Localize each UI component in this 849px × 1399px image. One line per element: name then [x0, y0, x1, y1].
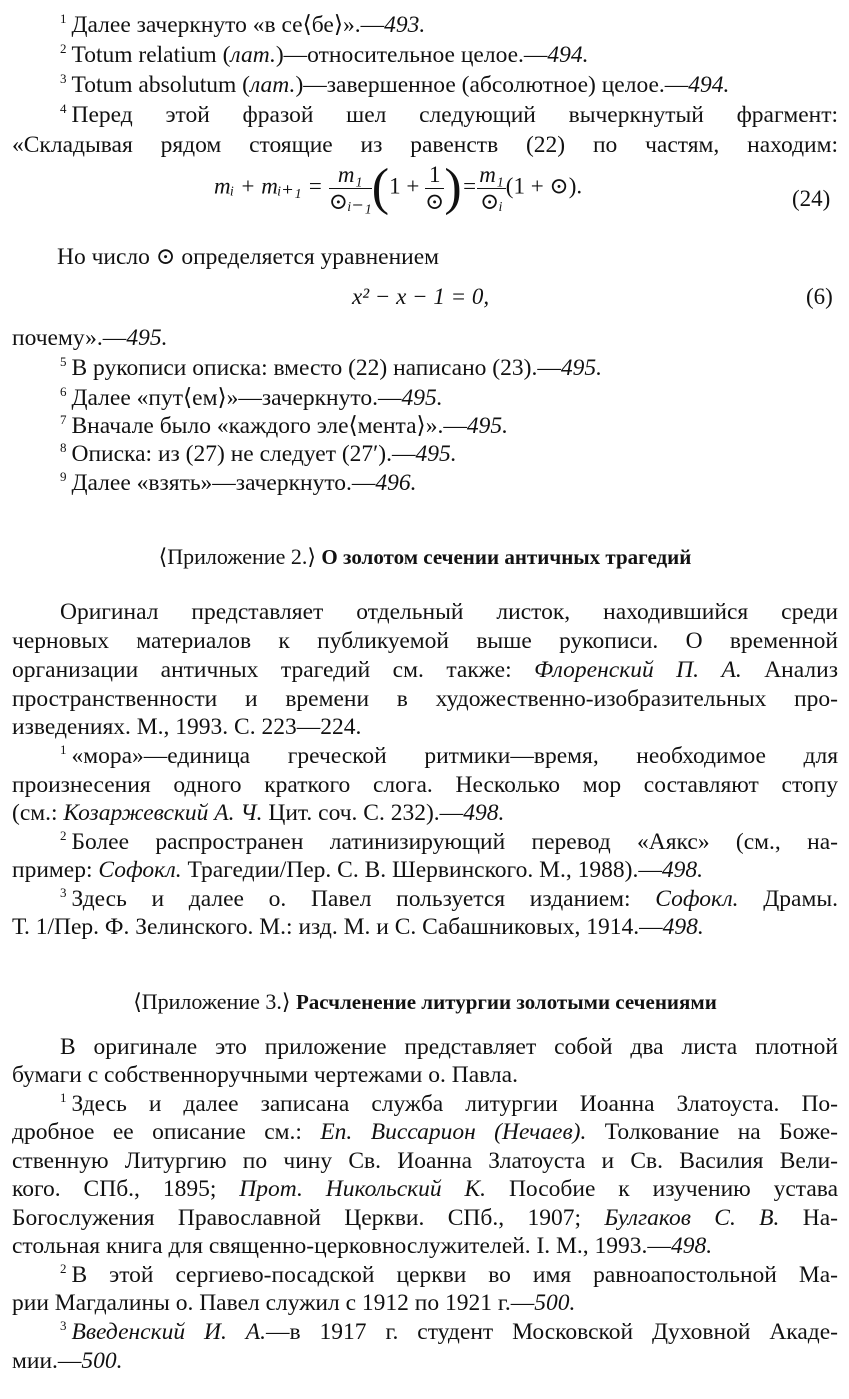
fraction-1-over-theta: $\frac{1}{⊙}$ — [425, 161, 445, 214]
section-3-intro-line-2: бумаги с собственноручными чертежами о. Павла. — [12, 1062, 518, 1088]
note-2: $^2$ Totum relatium (лат.)—относительное целое.—494. — [60, 41, 589, 68]
section-2-heading: ⟨Приложение 2.⟩ О золотом сечении античных трагедий — [158, 544, 692, 569]
section-2-note-3-line-2: Т. 1/Пер. Ф. Зелинского. М.: изд. М. и С. Сабашниковых, 1914.—498. — [12, 914, 704, 940]
note-4-line-1: $^4$ Перед этой фразой шел следующий вычеркнутый фрагмент: — [60, 101, 838, 128]
section-2-note-3-line-1: $^3$ Здесь и далее о. Павел пользуется изданием: Софокл. Драмы. — [60, 885, 838, 912]
pochemu-line: почему».—495. — [12, 325, 168, 351]
section-3-note-3-line-1: $^3$ Введенский И. А.—в 1917 г. студент Московской Духовной Акаде- — [60, 1318, 838, 1345]
but-line: Но число ⊙ определяется уравнением — [57, 244, 440, 270]
section-3-note-1-line-2: дробное ее описание см.: Еп. Виссарион (Нечаев). Толкование на Боже- — [12, 1119, 838, 1145]
formula-24: mᵢ + mᵢ₊₁ = $\frac{\text{m₁}}{\text{⊙ᵢ₋₁}}$ (1 + $\frac{1}{⊙}$ )= $\frac{\text{m₁}}{\text{⊙ᵢ}}$ (1 + ⊙). — [214, 159, 583, 216]
section-3-note-1-line-5: Богослужения Православной Церкви. СПб., 1907; Булгаков С. В. На- — [12, 1205, 838, 1231]
note-6: $^6$ Далее «пут⟨ем⟩»—зачеркнуто.—495. — [60, 384, 443, 411]
equation-label-6: (6) — [806, 284, 833, 309]
section-2-note-1-line-1: $^1$ «мора»—единица греческой ритмики—время, необходимое для — [60, 742, 838, 769]
fraction-m1-over-theta: $\frac{\text{m₁}}{\text{⊙ᵢ₋₁}}$ — [328, 161, 372, 214]
section-2-intro-line-4: пространственности и времени в художественно-изобразительных про- — [12, 686, 838, 712]
section-2-intro-line-1: Оригинал представляет отдельный листок, находившийся среди — [60, 599, 838, 625]
section-2-note-1-line-2: произнесения одного краткого слога. Несколько мор составляют стопу — [12, 772, 838, 798]
section-3-note-1-line-3: ственную Литургию по чину Св. Иоанна Златоуста и Св. Василия Вели- — [12, 1148, 838, 1174]
section-2-note-2-line-1: $^2$ Более распространен латинизирующий перевод «Аякс» (см., на- — [60, 828, 838, 855]
section-2-note-2-line-2: пример: Софокл. Трагедии/Пер. С. В. Шервинского. М., 1988).—498. — [12, 857, 703, 883]
section-3-note-1-line-4: кого. СПб., 1895; Прот. Никольский К. Пособие к изучению устава — [12, 1176, 838, 1202]
note-8: $^8$ Описка: из (27) не следует (27′).—495. — [60, 440, 457, 467]
note-1: $^1$ Далее зачеркнуто «в се⟨бе⟩».—493. — [60, 11, 426, 38]
section-3-note-1-line-6: стольная книга для священно-церковнослужителей. I. М., 1993.—498. — [12, 1233, 713, 1259]
section-2-note-1-line-3: (см.: Козаржевский А. Ч. Цит. соч. С. 232).—498. — [12, 800, 505, 826]
left-paren: ( — [371, 159, 390, 216]
formula-6: x² − x − 1 = 0, — [352, 284, 490, 309]
note-5: $^5$ В рукописи описка: вместо (22) написано (23).—495. — [60, 354, 602, 381]
fraction-m1-over-theta-i: $\frac{\text{m₁}}{\text{⊙ᵢ}}$ — [479, 161, 504, 214]
section-3-note-1-line-1: $^1$ Здесь и далее записана служба литургии Иоанна Златоуста. По- — [60, 1090, 838, 1117]
right-paren: ) — [444, 159, 462, 216]
section-2-intro-line-3: организации античных трагедий см. также: Флоренский П. А. Анализ — [12, 657, 838, 683]
section-2-intro-line-2: черновых материалов к публикуемой выше рукописи. О временной — [12, 628, 838, 654]
note-7: $^7$ Вначале было «каждого эле⟨мента⟩».—495. — [60, 412, 508, 439]
section-3-note-2-line-2: рии Магдалины о. Павел служил с 1912 по 1921 г.—500. — [12, 1290, 576, 1316]
section-3-note-3-line-2: мии.—500. — [12, 1348, 123, 1374]
note-3: $^3$ Totum absolutum (лат.)—завершенное (абсолютное) целое.—494. — [60, 71, 730, 98]
section-3-intro-line-1: В оригинале это приложение представляет собой два листа плотной — [60, 1034, 838, 1060]
section-3-heading: ⟨Приложение 3.⟩ Расчленение литургии золотыми сечениями — [133, 989, 717, 1014]
note-4-line-2: «Складывая рядом стоящие из равенств (22) по частям, находим: — [12, 132, 838, 158]
note-9: $^9$ Далее «взять»—зачеркнуто.—496. — [60, 469, 417, 496]
section-2-intro-line-5: изведениях. М., 1993. С. 223—224. — [12, 714, 362, 740]
equation-label-24: (24) — [792, 186, 831, 211]
section-3-note-2-line-1: $^2$ В этой сергиево-посадской церкви во имя равноапостольной Ма- — [60, 1261, 838, 1288]
